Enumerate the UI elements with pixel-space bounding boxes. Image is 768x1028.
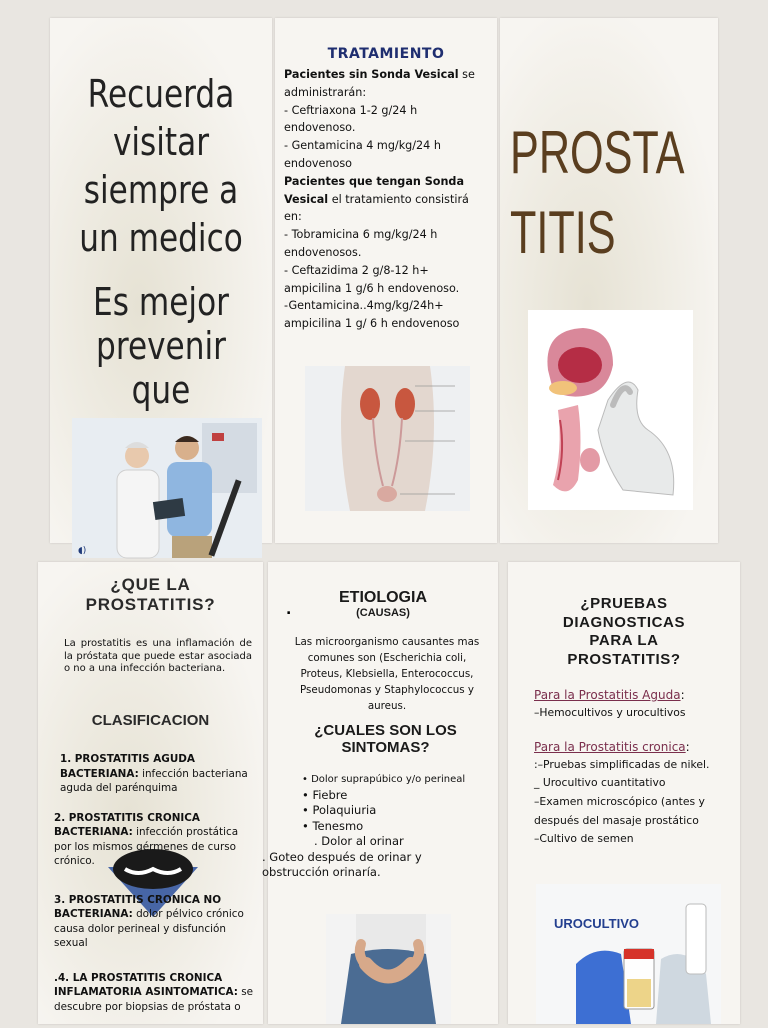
treatment-bold: Pacientes que tengan Sonda Vesical (284, 174, 464, 206)
heading-line: ¿QUE LA (110, 575, 191, 594)
slogan-line: Recuerda (87, 72, 235, 116)
diagnostic-item: –Examen microscópico (antes y después del masaje prostático (534, 795, 705, 827)
slogan-visit-doctor (70, 70, 252, 262)
slogan-line: Es mejor (93, 280, 229, 324)
acute-label-row (534, 686, 739, 704)
treatment-line (284, 173, 484, 226)
diagnostics-list (534, 686, 739, 848)
treatment-line (284, 226, 484, 262)
etiology-bullet: . (286, 602, 292, 618)
etiology-subtitle: (CAUSAS) (356, 607, 410, 619)
treatment-text-part: -Gentamicina..4mg/kg/24h+ ampicilina 1 g/ 6 h endovenoso (284, 299, 460, 331)
classification-item-title: 1. PROSTATITIS AGUDA BACTERIANA: (60, 753, 195, 780)
heading-line: PARA LA (589, 632, 659, 649)
slogan-line: visitar (112, 120, 210, 164)
heading-line: ¿PRUEBAS (580, 595, 668, 612)
prostate-exam-illustration (528, 310, 693, 510)
treatment-bold: Pacientes sin Sonda Vesical (284, 68, 459, 81)
treatment-text (284, 66, 484, 333)
treatment-text-part: - Gentamicina 4 mg/kg/24 h endovenoso (284, 139, 441, 170)
slogan-line: un medico (79, 216, 243, 260)
treatment-line (284, 297, 484, 333)
classification-list (54, 752, 254, 1014)
classification-item-desc: infección bacteriana aguda del parénquima (60, 767, 248, 794)
label-suffix: : (680, 688, 685, 702)
what-is-heading (38, 575, 263, 615)
treatment-line (284, 102, 484, 138)
diagnostic-item: –Hemocultivos y urocultivos (534, 706, 686, 719)
symptom-item: • Fiebre (302, 787, 348, 802)
diagnostic-item: :–Pruebas simplificadas de nikel. (534, 758, 710, 771)
label-suffix: : (685, 740, 690, 754)
treatment-title: TRATAMIENTO (327, 46, 445, 62)
etiology-title: ETIOLOGIA (339, 589, 427, 606)
classification-item (54, 893, 254, 951)
urocultivo-label: UROCULTIVO (554, 916, 639, 931)
classification-item-title: .4. LA PROSTATITIS CRONICA INFLAMATORIA ASINTOMATICA: (54, 971, 238, 998)
heading-line: PROSTATITIS? (85, 595, 216, 614)
cover-title-line: PROSTA (510, 119, 685, 186)
symptoms-list (262, 772, 488, 881)
treatment-text-part: - Ceftazidima 2 g/8-12 h+ ampicilina 1 g/6 h endovenoso. (284, 263, 460, 295)
slogan-line: prevenir que (96, 324, 226, 412)
panel-diagnostics (508, 562, 740, 1024)
acute-label: Para la Prostatitis Aguda (534, 688, 681, 702)
classification-item-desc: infección prostática por los mismos gérmenes de curso crónico. (54, 826, 239, 867)
classification-item (54, 971, 254, 1015)
symptom-item: • Dolor suprapúbico y/o perineal (302, 774, 466, 785)
slogan-line: siempre a (83, 168, 239, 212)
panel-reminder (50, 18, 272, 556)
patient-pain-photo (326, 914, 451, 1024)
chronic-label-row (534, 738, 739, 756)
classification-item-title: 2. PROSTATITIS CRONICA BACTERIANA: (54, 811, 200, 838)
treatment-line (284, 262, 484, 298)
symptom-item: . Dolor al orinar (314, 834, 404, 848)
treatment-text-part: - Tobramicina 6 mg/kg/24 h endovenosos. (284, 228, 438, 259)
panel-treatment (275, 18, 497, 543)
cover-title-line: TITIS (510, 199, 616, 266)
treatment-line (284, 66, 484, 102)
panel-what-is (38, 562, 263, 1024)
heading-line: DIAGNOSTICAS (562, 613, 686, 631)
symptom-item: • Polaquiuria (302, 803, 377, 817)
classification-heading: CLASIFICACION (91, 712, 210, 729)
classification-item-desc: se descubre por biopsias de próstata o (54, 986, 254, 1013)
chronic-label: Para la Prostatitis cronica (534, 740, 686, 754)
panel-cover (500, 18, 718, 543)
urinary-system-illustration (305, 366, 470, 511)
etiology-text: Las microorganismo causantes mas comunes son (Escherichia coli, Proteus, Klebsiella, Enterococcus, Pseudomonas y Staphylococcus y aureus. (294, 636, 480, 712)
treatment-text-part: el tratamiento consistirá en: (284, 192, 469, 224)
treatment-line (284, 137, 484, 173)
classification-item (60, 752, 254, 796)
treatment-text-part: - Ceftriaxona 1-2 g/24 h endovenoso. (284, 103, 418, 135)
classification-item-title: 3. PROSTATITIS CRONICA NO BACTERIANA: (54, 893, 222, 920)
diagnostics-heading (508, 595, 740, 669)
treatment-text-part: se administrarán: (284, 68, 475, 99)
diagnostic-item: _ Urocultivo cuantitativo (534, 776, 666, 789)
svg-text:◖): ◖) (78, 546, 87, 556)
urine-culture-photo (536, 884, 721, 1024)
symptoms-heading: ¿CUALES SON LOS SINTOMAS? (314, 722, 457, 756)
symptom-item: • Tenesmo (302, 818, 364, 833)
doctor-patient-photo (72, 418, 262, 558)
heading-line: PROSTATITIS? (567, 650, 681, 668)
panel-etiology (262, 562, 498, 1024)
cover-title (510, 113, 685, 273)
classification-item-desc: dolor pélvico crónico causa dolor perineal y disfunción sexual (54, 908, 244, 949)
diagnostic-item: –Cultivo de semen (534, 832, 634, 845)
definition-text: La prostatitis es una inflamación de la próstata que puede estar asociada o no a una infección bacteriana. (64, 638, 252, 674)
classification-item (54, 811, 254, 869)
symptom-item: . Goteo después de orinar y obstrucción orinaría. (262, 849, 422, 879)
